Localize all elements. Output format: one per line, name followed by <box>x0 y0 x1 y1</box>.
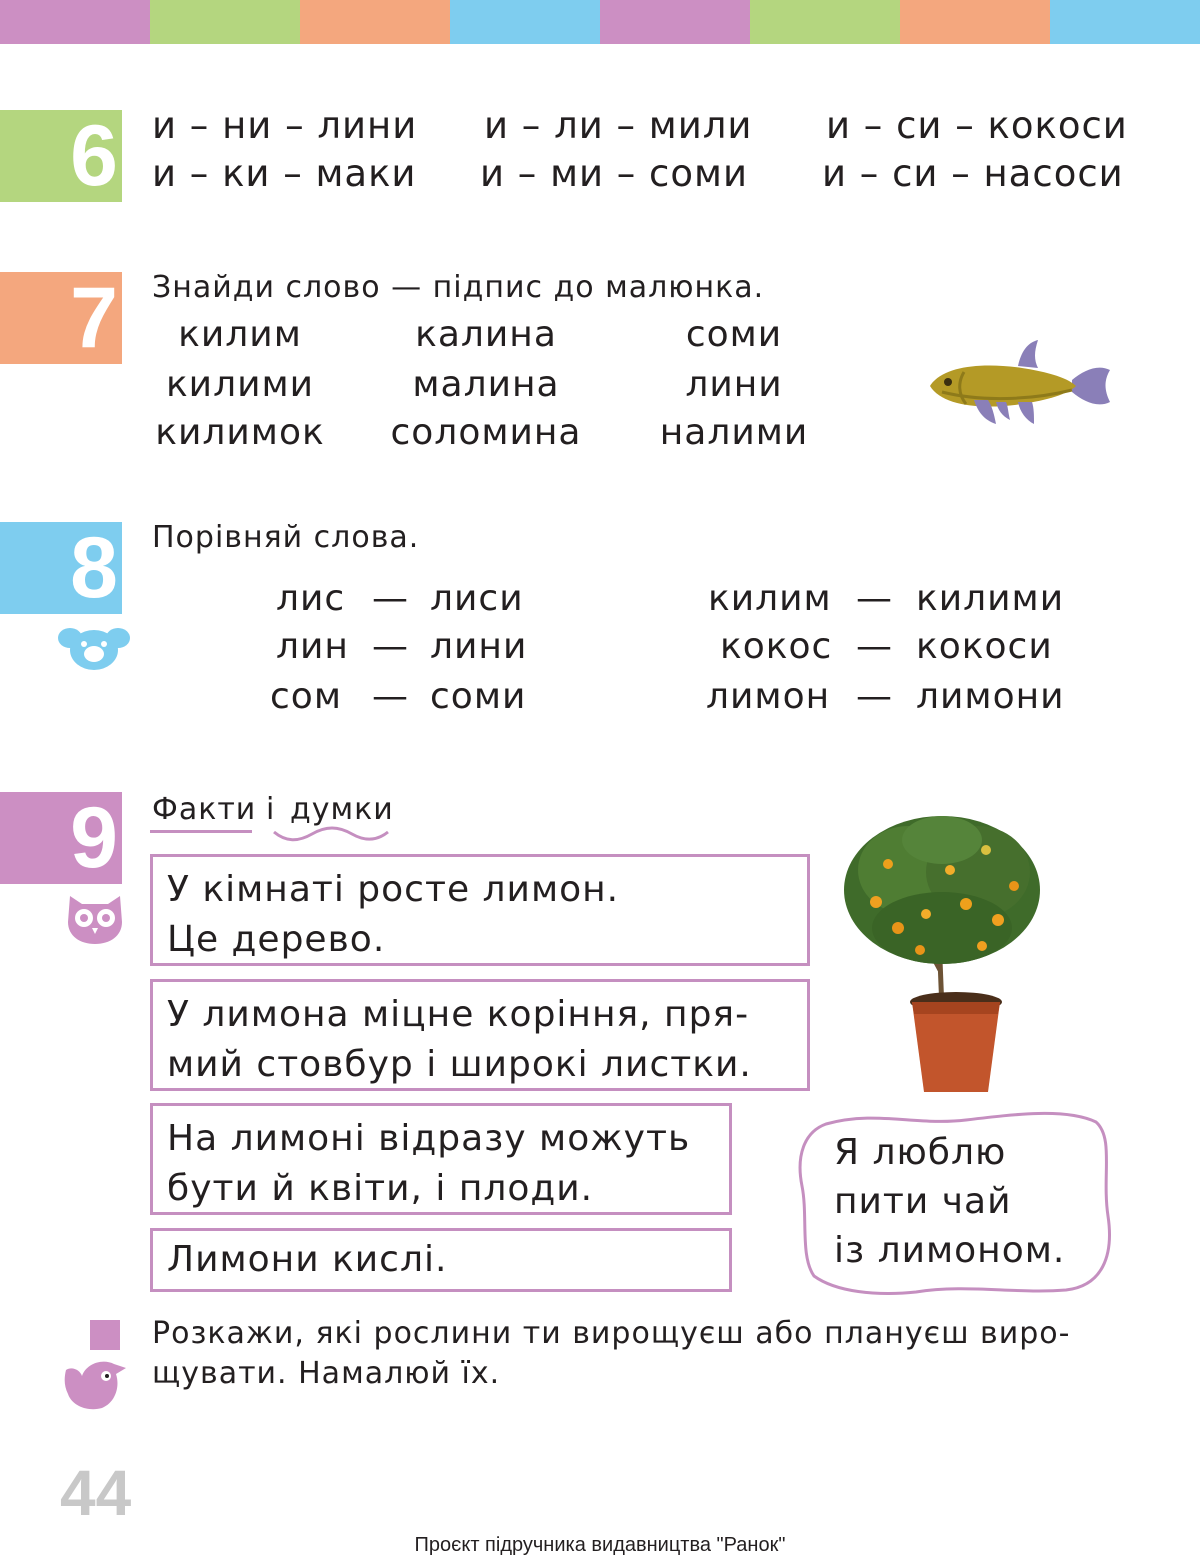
opinions-wavy-underline <box>272 826 390 842</box>
exercise-9-title-and: і <box>266 792 276 827</box>
task-line: Розкажи, які рослини ти вирощуєш або плануєш виро- <box>152 1316 1071 1351</box>
top-stripe-1 <box>0 0 150 44</box>
opinion-text <box>834 1128 1065 1275</box>
word-pair-left-singular: лин <box>276 626 349 667</box>
page-number: 44 <box>60 1457 132 1529</box>
word-pair-left-plural: лиси <box>430 578 524 619</box>
syllable-chain: и – ми – соми <box>480 152 748 195</box>
fact-line: На лимоні відразу можуть <box>167 1118 691 1159</box>
fact-line: Це дерево. <box>167 919 386 960</box>
task-square-marker <box>90 1320 120 1350</box>
exercise-7-number: 7 <box>0 272 122 364</box>
word-option: лини <box>685 364 783 405</box>
top-stripe-5 <box>600 0 750 44</box>
word-pair-right-plural: кокоси <box>916 626 1053 667</box>
word-option: килим <box>178 314 302 355</box>
footer-text: Проєкт підручника видавництва "Ранок" <box>414 1534 786 1556</box>
word-pair-dash: — <box>372 676 409 717</box>
exercise-7-instruction: Знайди слово — підпис до малюнка. <box>152 270 765 305</box>
exercise-8-number: 8 <box>0 522 122 614</box>
bird-icon <box>62 1356 128 1412</box>
word-pair-left-singular: лис <box>276 578 346 619</box>
word-pair-left-plural: соми <box>430 676 527 717</box>
opinion-line: із лимоном. <box>834 1230 1066 1271</box>
word-option: соломина <box>390 412 582 453</box>
fact-box-4 <box>150 1228 732 1292</box>
fact-line: мий стовбур і широкі листки. <box>167 1044 752 1085</box>
fish-illustration <box>922 336 1112 432</box>
fact-line: Лимони кислі. <box>167 1239 448 1280</box>
word-pair-right-plural: лимони <box>916 676 1065 717</box>
word-pair-left-plural: лини <box>430 626 528 667</box>
exercise-9-number: 9 <box>0 792 122 884</box>
word-pair-left-singular: сом <box>270 676 342 717</box>
syllable-chain: и – ли – мили <box>484 104 753 147</box>
syllable-chain: и – си – насоси <box>822 152 1124 195</box>
syllable-chain: и – ки – маки <box>152 152 417 195</box>
exercise-8-instruction: Порівняй слова. <box>152 520 420 555</box>
dog-face-icon <box>58 624 130 672</box>
fact-line: У лимона міцне коріння, пря- <box>167 994 750 1035</box>
fact-line: бути й квіти, і плоди. <box>167 1168 594 1209</box>
word-pair-dash: — <box>856 626 893 667</box>
fact-box-1 <box>150 854 810 966</box>
fact-box-2 <box>150 979 810 1091</box>
top-stripe-8 <box>1050 0 1200 44</box>
word-pair-dash: — <box>372 626 409 667</box>
owl-face-icon <box>66 892 124 944</box>
potted-lemon-tree-illustration <box>838 810 1052 1098</box>
syllable-chain: и – си – кокоси <box>826 104 1128 147</box>
word-option: малина <box>412 364 560 405</box>
word-option: килимок <box>155 412 325 453</box>
opinion-line: Я люблю <box>834 1132 1007 1173</box>
top-stripe-7 <box>900 0 1050 44</box>
top-stripe-2 <box>150 0 300 44</box>
task-text <box>152 1314 1070 1394</box>
top-stripe-4 <box>450 0 600 44</box>
exercise-9-title-facts: Факти <box>152 792 257 827</box>
word-pair-right-singular: килим <box>708 578 832 619</box>
task-line: щувати. Намалюй їх. <box>152 1356 501 1391</box>
exercise-9-title-opinions: думки <box>290 792 394 827</box>
word-pair-right-singular: лимон <box>706 676 831 717</box>
fact-box-3 <box>150 1103 732 1215</box>
word-option: соми <box>685 314 783 355</box>
word-option: налими <box>659 412 809 453</box>
opinion-line: пити чай <box>834 1181 1012 1222</box>
top-stripe-3 <box>300 0 450 44</box>
word-pair-right-singular: кокос <box>720 626 833 667</box>
word-pair-right-plural: килими <box>916 578 1065 619</box>
word-pair-dash: — <box>856 676 893 717</box>
word-pair-dash: — <box>856 578 893 619</box>
word-pair-dash: — <box>372 578 409 619</box>
syllable-chain: и – ни – лини <box>152 104 418 147</box>
fact-line: У кімнаті росте лимон. <box>167 869 620 910</box>
word-option: килими <box>165 364 315 405</box>
word-option: калина <box>415 314 557 355</box>
facts-underline <box>150 830 252 833</box>
exercise-6-number: 6 <box>0 110 122 202</box>
top-stripe-6 <box>750 0 900 44</box>
